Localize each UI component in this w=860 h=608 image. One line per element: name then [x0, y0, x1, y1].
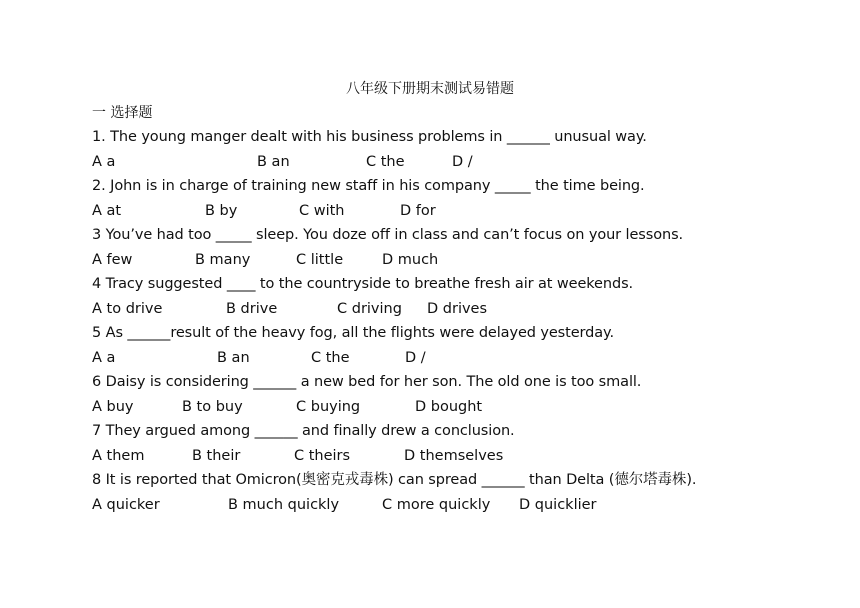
option-d: D quicklier [519, 496, 597, 513]
option-c: C the [311, 349, 350, 366]
option-a: A buy [92, 398, 134, 415]
option-d: D bought [415, 398, 483, 415]
question-item [92, 275, 832, 318]
answer-options [92, 251, 832, 269]
option-b: B by [205, 202, 238, 219]
option-c: C with [299, 202, 345, 219]
question-item [92, 177, 832, 220]
question-text: 5 As ______result of the heavy fog, all the flights were delayed yesterday. [92, 325, 614, 341]
question-item [92, 373, 832, 416]
option-d: D much [382, 251, 439, 268]
option-b: B an [257, 153, 290, 170]
question-text: 1. The young manger dealt with his business problems in ______ unusual way. [92, 129, 647, 145]
option-a: A a [92, 153, 116, 170]
option-c: C driving [337, 300, 402, 317]
option-a: A them [92, 447, 145, 464]
page-title: 八年级下册期末测试易错题 [346, 81, 514, 97]
option-a: A a [92, 349, 116, 366]
option-c: C little [296, 251, 344, 268]
option-b: B an [217, 349, 250, 366]
option-a: A to drive [92, 300, 163, 317]
option-b: B to buy [182, 398, 243, 415]
answer-options [92, 496, 832, 514]
option-b: B many [195, 251, 251, 268]
option-d: D / [452, 153, 473, 170]
answer-options [92, 349, 832, 367]
question-text: 8 It is reported that Omicron(奥密克戎毒株) can spread ______ than Delta (德尔塔毒株). [92, 472, 697, 488]
question-item [92, 422, 832, 465]
question-text: 4 Tracy suggested ____ to the countryside to breathe fresh air at weekends. [92, 276, 634, 292]
question-item [92, 324, 832, 367]
question-text: 6 Daisy is considering ______ a new bed for her son. The old one is too small. [92, 374, 642, 390]
section-heading: 一 选择题 [92, 105, 153, 121]
option-a: A few [92, 251, 133, 268]
answer-options [92, 300, 832, 318]
question-text: 7 They argued among ______ and finally drew a conclusion. [92, 423, 515, 439]
question-text: 3 You’ve had too _____ sleep. You doze off in class and can’t focus on your lessons. [92, 227, 684, 243]
option-c: C more quickly [382, 496, 491, 513]
question-text: 2. John is in charge of training new staff in his company _____ the time being. [92, 178, 645, 194]
question-item [92, 471, 832, 514]
option-a: A quicker [92, 496, 160, 513]
option-a: A at [92, 202, 122, 219]
option-d: D themselves [404, 447, 504, 464]
option-b: B much quickly [228, 496, 340, 513]
option-c: C the [366, 153, 405, 170]
option-c: C buying [296, 398, 361, 415]
option-d: D for [400, 202, 436, 219]
question-item [92, 226, 832, 269]
answer-options [92, 153, 832, 171]
option-d: D / [405, 349, 426, 366]
question-item [92, 128, 832, 171]
option-b: B drive [226, 300, 278, 317]
answer-options [92, 398, 832, 416]
option-c: C theirs [294, 447, 351, 464]
answer-options [92, 202, 832, 220]
answer-options [92, 447, 832, 465]
option-d: D drives [427, 300, 488, 317]
option-b: B their [192, 447, 241, 464]
